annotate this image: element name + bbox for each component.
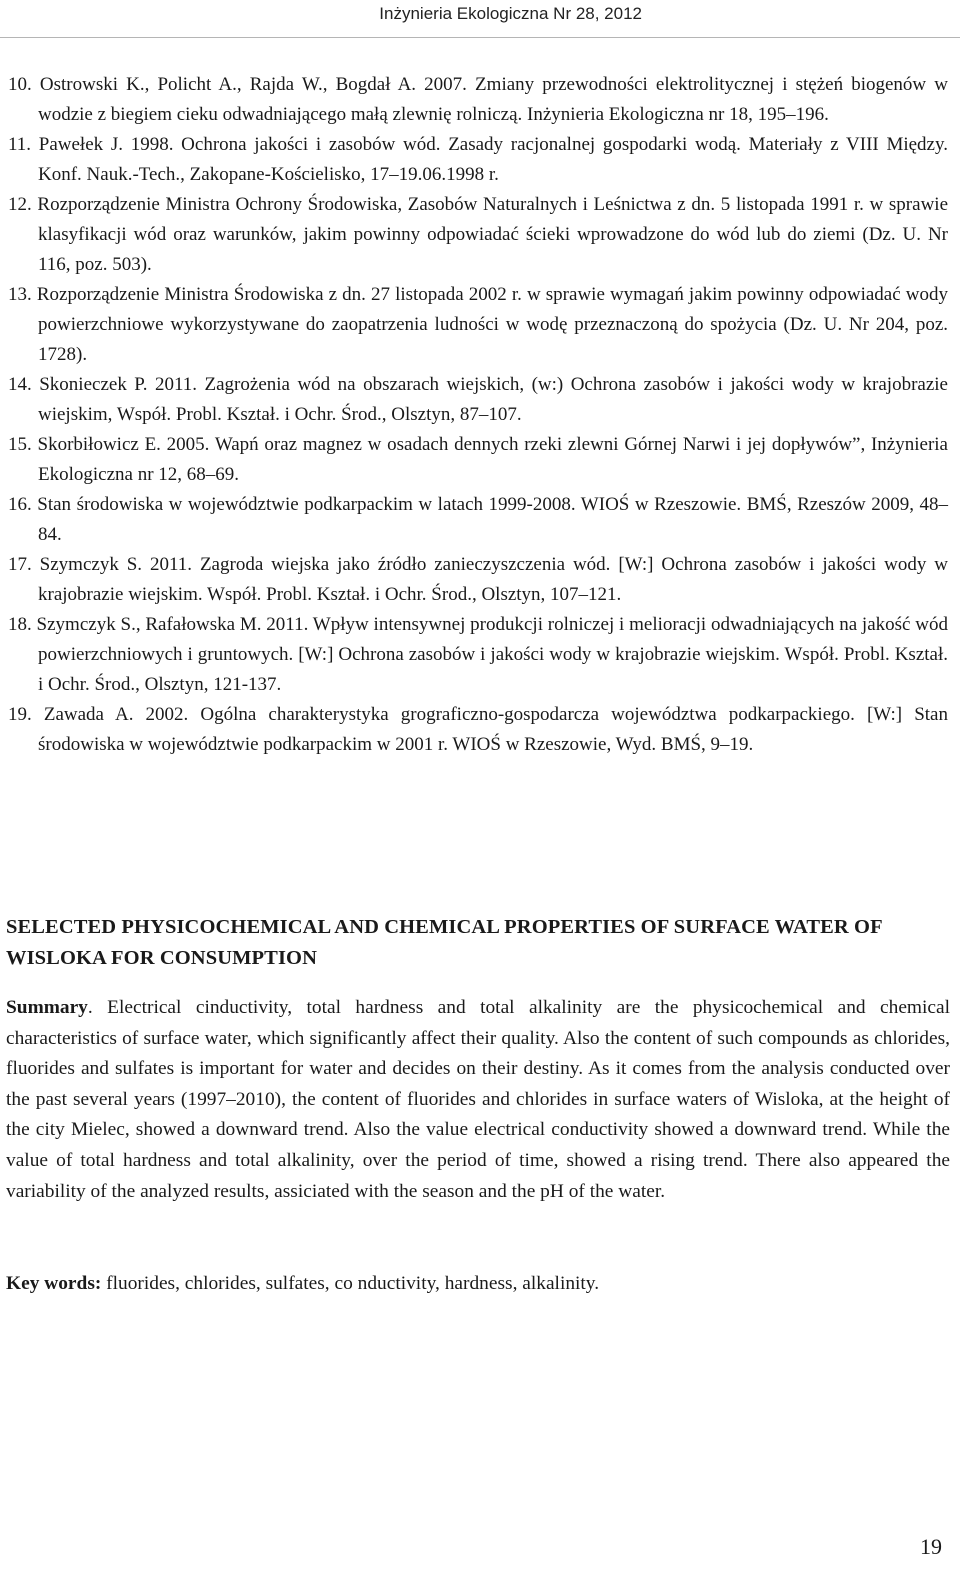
keywords [6,1269,950,1299]
reference-item: 11. Pawełek J. 1998. Ochrona jakości i zasobów wód. Zasady racjonalnej gospodarki wodą. Materiały z VIII Między. Konf. Nauk.-Tech., Zakopane-Kościelisko, 17–19.06.1998 r. [8,134,948,185]
reference-item: 18. Szymczyk S., Rafałowska M. 2011. Wpływ intensywnej produkcji rolniczej i melioracji odwadniających na jakość wód powierzchniowych i gruntowych. [W:] Ochrona zasobów i jakości wody w krajobrazie wiejskim. Współ. Probl. Kształ. i Ochr. Środ., Olsztyn, 121-137. [8,614,948,695]
abstract-summary [6,993,950,1207]
reference-item: 13. Rozporządzenie Ministra Środowiska z dn. 27 listopada 2002 r. w sprawie wymagań jakim powinny odpowiadać wody powierzchniowe wykorzystywane do zaopatrzenia ludności w wodę przeznaczoną do spożycia (Dz. U. Nr 204, poz. 1728). [8,284,948,365]
keywords-text: fluorides, chlorides, sulfates, co nductivity, hardness, alkalinity. [101,1273,600,1294]
running-header: Inżynieria Ekologiczna Nr 28, 2012 [379,4,642,23]
reference-item: 12. Rozporządzenie Ministra Ochrony Środowiska, Zasobów Naturalnych i Leśnictwa z dn. 5 listopada 1991 r. w sprawie klasyfikacji wód oraz warunków, jakim powinny odpowiadać ścieki wprowadzone do wód lub do ziemi (Dz. U. Nr 116, poz. 503). [8,194,948,275]
keywords-label: Key words: [6,1273,102,1294]
reference-item: 14. Skonieczek P. 2011. Zagrożenia wód na obszarach wiejskich, (w:) Ochrona zasobów i jakości wody w krajobrazie wiejskim, Współ. Probl. Kształ. i Ochr. Środ., Olsztyn, 87–107. [8,374,948,425]
reference-item: 15. Skorbiłowicz E. 2005. Wapń oraz magnez w osadach dennych rzeki zlewni Górnej Narwi i jej dopływów”, Inżynieria Ekologiczna nr 12, 68–69. [8,434,948,485]
summary-text: . Electrical cinductivity, total hardness and total alkalinity are the physicochemical and chemical characteristics of surface water, which significantly affect their quality. Also the content of such compounds as chlorides, fluorides and sulfates is important for water and decides on their destiny. As it comes from the analysis conducted over the past several years (1997–2010), the content of fluorides and chlorides in surface waters of Wisloka, at the height of the city Mielec, showed a downward trend. Also the value electrical conductivity showed a downward trend. While the value of total hardness and total alkalinity, over the period of time, showed a rising trend. There also appeared the variability of the analyzed results, assiciated with the season and the pH of the water. [6,997,950,1202]
page-number: 19 [920,1534,942,1559]
reference-item: 10. Ostrowski K., Policht A., Rajda W., Bogdał A. 2007. Zmiany przewodności elektrolitycznej i stężeń biogenów w wodzie z biegiem cieku odwadniającego małą zlewnię rolniczą. Inżynieria Ekologiczna nr 18, 195–196. [8,74,948,125]
reference-item: 16. Stan środowiska w województwie podkarpackim w latach 1999-2008. WIOŚ w Rzeszowie. BMŚ, Rzeszów 2009, 48–84. [8,494,948,545]
reference-list [8,70,948,760]
reference-item: 19. Zawada A. 2002. Ogólna charakterystyka grograficzno-gospodarcza województwa podkarpackiego. [W:] Stan środowiska w województwie podkarpackim w 2001 r. WIOŚ w Rzeszowie, Wyd. BMŚ, 9–19. [8,704,948,755]
abstract-title: SELECTED PHYSICOCHEMICAL AND CHEMICAL PROPERTIES OF SURFACE WATER OF WISLOKA FOR CONSUMPTION [6,916,882,969]
header-rule [0,37,960,38]
summary-label: Summary [6,997,88,1018]
reference-item: 17. Szymczyk S. 2011. Zagroda wiejska jako źródło zanieczyszczenia wód. [W:] Ochrona zasobów i jakości wody w krajobrazie wiejskim. Współ. Probl. Kształ. i Ochr. Środ., Olsztyn, 107–121. [8,554,948,605]
